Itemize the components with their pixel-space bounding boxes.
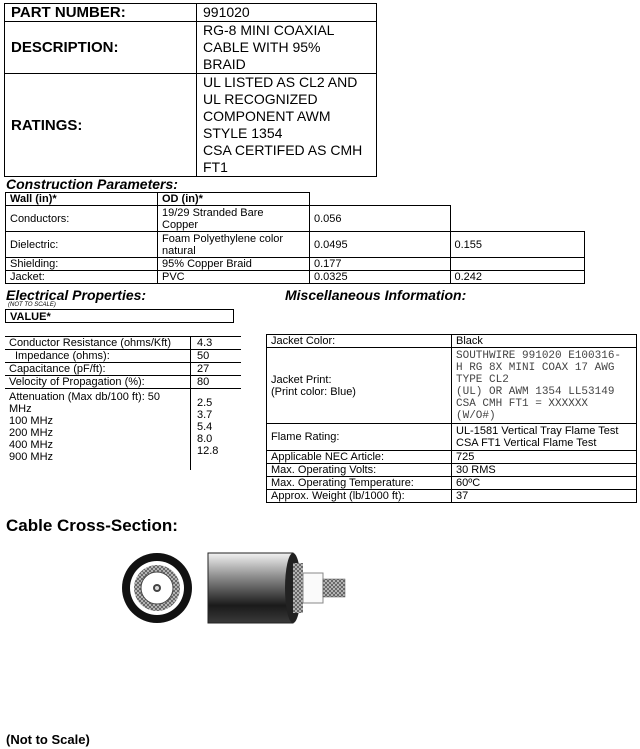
construction-row-wall: 0.0495 (310, 232, 451, 258)
part-number-label: PART NUMBER: (5, 4, 197, 22)
ratings-line: CSA CERTIFED AS CMH (203, 142, 363, 158)
description-label: DESCRIPTION: (5, 22, 197, 74)
attenuation-value: 8.0 (197, 433, 213, 445)
construction-row-material: 95% Copper Braid (158, 258, 310, 271)
construction-row-od (450, 206, 585, 232)
header-table (4, 3, 377, 177)
material-line: natural (162, 244, 196, 257)
jacket-print-line: CSA CMH FT1 = XXXXXX (456, 397, 589, 410)
jacket-print-line: H RG 8X MINI COAX 17 AWG (456, 361, 615, 374)
cable-side-view (208, 553, 345, 623)
construction-row-material (158, 206, 310, 232)
construction-row-label: Conductors: (6, 206, 158, 232)
jacket-print-line: TYPE CL2 (456, 373, 509, 386)
misc-row-label: Approx. Weight (lb/1000 ft): (267, 490, 452, 503)
not-to-scale-footnote: (Not to Scale) (6, 732, 90, 747)
construction-row-label: Shielding: (6, 258, 158, 271)
jacket-print-line: SOUTHWIRE 991020 E100316- (456, 349, 622, 362)
misc-row-value: 30 RMS (452, 464, 637, 477)
electrical-row-label: Capacitance (pF/ft): (9, 363, 106, 375)
flame-rating-value (452, 424, 637, 451)
jacket-print-label-line: (Print color: Blue) (271, 385, 356, 398)
construction-row-wall: 0.177 (310, 258, 451, 271)
jacket-print-line: (UL) OR AWM 1354 LL53149 (456, 385, 615, 398)
flame-line: UL-1581 Vertical Tray Flame Test (456, 425, 619, 437)
construction-row-label: Jacket: (6, 271, 158, 284)
material-line: Foam Polyethylene color (162, 232, 284, 245)
cable-cross-section-diagram (100, 545, 360, 630)
misc-row-label: Max. Operating Temperature: (267, 477, 452, 490)
misc-row-label: Max. Operating Volts: (267, 464, 452, 477)
attenuation-value: 12.8 (197, 445, 219, 457)
misc-row-value: 37 (452, 490, 637, 503)
misc-title: Miscellaneous Information: (285, 287, 467, 303)
electrical-row-value: 4.3 (197, 337, 213, 349)
description-line: BRAID (203, 56, 246, 72)
electrical-table (5, 336, 241, 470)
misc-row-value: 60ºC (452, 477, 637, 490)
jacket-print-label-line: Jacket Print: (271, 373, 332, 386)
attenuation-label-line: 100 MHz (9, 415, 54, 427)
part-number-value: 991020 (197, 4, 377, 22)
material-line: Copper (162, 218, 199, 231)
electrical-row-label: Impedance (ohms): (15, 350, 110, 362)
construction-row-material: PVC (158, 271, 310, 284)
construction-row-wall: 0.0325 (310, 271, 451, 284)
cross-section-end-view (122, 553, 192, 623)
cross-section-title: Cable Cross-Section: (6, 516, 178, 535)
attenuation-value: 3.7 (197, 409, 213, 421)
value-header: VALUE* (5, 309, 234, 323)
construction-row-od: 0.242 (450, 271, 585, 284)
construction-title: Construction Parameters: (6, 176, 178, 192)
attenuation-label-line: MHz (9, 403, 32, 415)
construction-row-od (450, 258, 585, 271)
misc-row-value: 725 (452, 451, 637, 464)
attenuation-value: 2.5 (197, 397, 213, 409)
attenuation-value: 5.4 (197, 421, 213, 433)
flame-rating-label: Flame Rating: (267, 424, 452, 451)
jacket-print-value (452, 348, 637, 424)
construction-row-wall: 0.056 (310, 206, 451, 232)
material-line: 19/29 Stranded Bare (162, 206, 264, 219)
misc-row-label: Applicable NEC Article: (267, 451, 452, 464)
attenuation-label-line: 400 MHz (9, 439, 54, 451)
electrical-row-value: 50 (197, 350, 210, 362)
ratings-line: FT1 (203, 159, 228, 175)
construction-row-label: Dielectric: (6, 232, 158, 258)
electrical-row-label: Conductor Resistance (ohms/Kft) (9, 337, 172, 349)
jacket-color-value: Black (452, 335, 637, 348)
jacket-print-label (267, 348, 452, 424)
ratings-line: STYLE 1354 (203, 125, 283, 141)
electrical-row-value: 27 (197, 363, 210, 375)
flame-line: CSA FT1 Vertical Flame Test (456, 437, 597, 449)
jacket-color-label: Jacket Color: (267, 335, 452, 348)
attenuation-label (9, 391, 160, 463)
col-wall-header: Wall (in)* (6, 193, 158, 206)
col-od-header: OD (in)* (158, 193, 310, 206)
ratings-value (197, 74, 377, 177)
misc-table (266, 334, 637, 503)
description-line: CABLE WITH 95% (203, 39, 321, 55)
construction-row-od: 0.155 (450, 232, 585, 258)
electrical-title: Electrical Properties: (6, 287, 147, 303)
electrical-row-value: 80 (197, 376, 210, 388)
electrical-row-label: Velocity of Propagation (%): (9, 376, 145, 388)
attenuation-values (197, 397, 218, 457)
ratings-line: UL RECOGNIZED (203, 91, 318, 107)
construction-table (5, 192, 585, 284)
attenuation-label-line: 900 MHz (9, 451, 54, 463)
description-line: RG-8 MINI COAXIAL (203, 22, 335, 38)
attenuation-label-line: 200 MHz (9, 427, 54, 439)
ratings-line: COMPONENT AWM (203, 108, 331, 124)
jacket-print-line: (W/O#) (456, 409, 496, 422)
description-value (197, 22, 377, 74)
ratings-label: RATINGS: (5, 74, 197, 177)
not-to-scale-note: (NOT TO SCALE) (8, 302, 56, 308)
attenuation-label-line: Attenuation (Max db/100 ft): 50 (9, 391, 161, 403)
construction-row-material (158, 232, 310, 258)
ratings-line: UL LISTED AS CL2 AND (203, 74, 358, 90)
